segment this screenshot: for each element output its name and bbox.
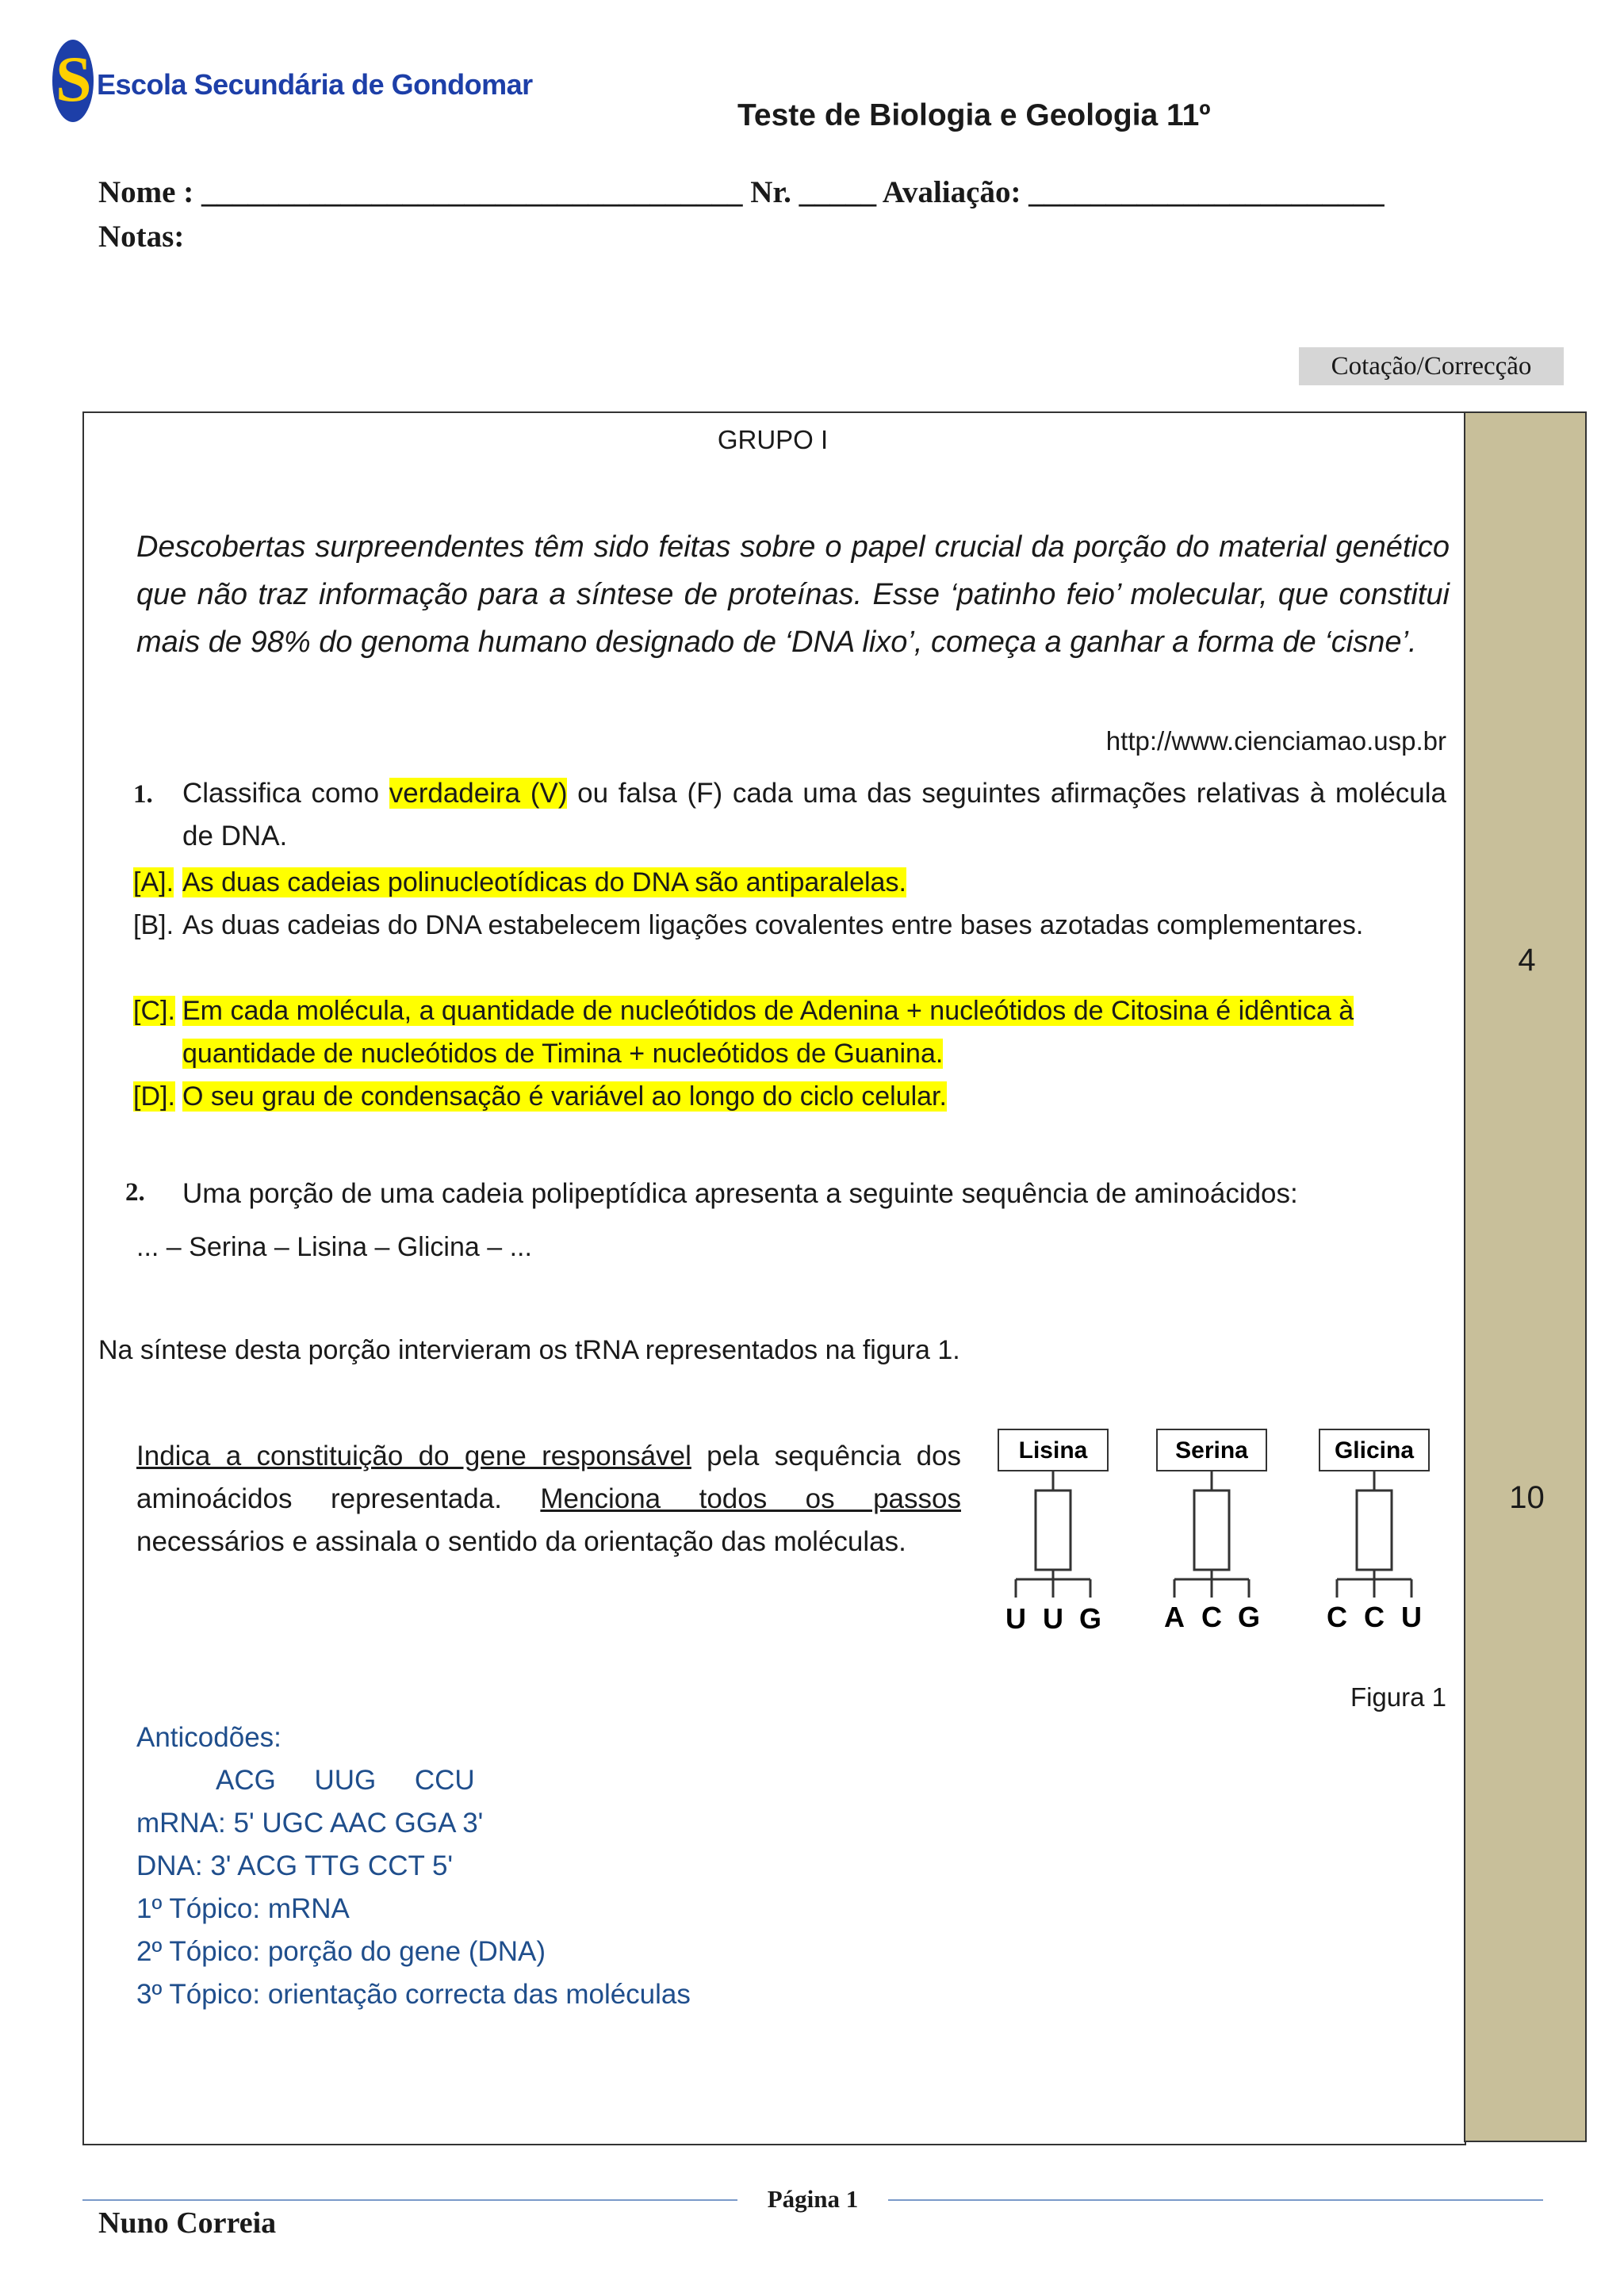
notas-label: Notas: bbox=[98, 220, 185, 254]
score-column bbox=[1464, 411, 1587, 2142]
trna-figure bbox=[996, 1427, 1440, 1636]
school-name: Escola Secundária de Gondomar bbox=[97, 68, 533, 101]
highlighted-text: verdadeira (V) bbox=[389, 778, 568, 809]
anticodon-base: U bbox=[1005, 1602, 1026, 1635]
answer-mrna: mRNA: 5' UGC AAC GGA 3' bbox=[136, 1808, 484, 1839]
question-2-text: Uma porção de uma cadeia polipeptídica apresenta a seguinte sequência de aminoácidos: bbox=[182, 1178, 1298, 1209]
answer-topic-3: 3º Tópico: orientação correcta das moléculas bbox=[136, 1979, 691, 2010]
trna-serina bbox=[1157, 1429, 1266, 1633]
anticodon-base: G bbox=[1237, 1601, 1261, 1633]
anticodon-base: U bbox=[1401, 1601, 1422, 1633]
option-label: [B]. bbox=[133, 910, 174, 940]
option-label: [A]. bbox=[133, 867, 174, 897]
score-q1: 4 bbox=[1518, 943, 1536, 978]
synthesis-text: Na síntese desta porção intervieram os tRNA representados na figura 1. bbox=[98, 1335, 960, 1365]
trna-lisina bbox=[998, 1429, 1108, 1635]
answer-topic-1: 1º Tópico: mRNA bbox=[136, 1893, 350, 1924]
student-info-line: Nome : ___________________________________ Nr. _____ Avaliação: _______________________ bbox=[98, 175, 1385, 209]
anticodon-base: U bbox=[1043, 1602, 1063, 1635]
footer-divider bbox=[888, 2199, 1543, 2201]
amino-acid-sequence: ... – Serina – Lisina – Glicina – ... bbox=[136, 1232, 532, 1262]
question-frame bbox=[82, 411, 1466, 2145]
question-text-part: Classifica como bbox=[182, 778, 389, 809]
logo-s-glyph: S bbox=[56, 43, 92, 115]
anticodon-base: C bbox=[1201, 1601, 1222, 1633]
question-number: 2. bbox=[125, 1178, 145, 1207]
trna-glicina bbox=[1320, 1429, 1429, 1633]
option-a-text: As duas cadeias polinucleotídicas do DNA são antiparalelas. bbox=[182, 867, 906, 897]
test-title: Teste de Biologia e Geologia 11º bbox=[737, 98, 1211, 132]
answer-topic-2: 2º Tópico: porção do gene (DNA) bbox=[136, 1936, 546, 1967]
anticodon-base: A bbox=[1164, 1601, 1185, 1633]
author-name: Nuno Correia bbox=[98, 2206, 277, 2240]
answer-anticodons-label: Anticodões: bbox=[136, 1722, 282, 1753]
option-d-text: O seu grau de condensação é variável ao longo do ciclo celular. bbox=[182, 1081, 947, 1112]
option-b-text: As duas cadeias do DNA estabelecem ligações covalentes entre bases azotadas complementares. bbox=[182, 910, 1364, 940]
page-number: Página 1 bbox=[767, 2185, 859, 2213]
answer-dna: DNA: 3' ACG TTG CCT 5' bbox=[136, 1850, 454, 1881]
amino-acid-label: Lisina bbox=[1018, 1437, 1088, 1464]
amino-acid-label: Glicina bbox=[1334, 1437, 1415, 1464]
question-1-text bbox=[182, 772, 1446, 858]
source-url: http://www.cienciamao.usp.br bbox=[1105, 726, 1446, 756]
question-text-part: ou falsa (F) cada uma das seguintes afirmações relativas à molécula de DNA. bbox=[182, 778, 1446, 851]
question-number: 1. bbox=[133, 780, 153, 809]
amino-acid-label: Serina bbox=[1175, 1437, 1248, 1464]
anticodon-base: C bbox=[1364, 1601, 1385, 1633]
option-c-text: Em cada molécula, a quantidade de nucleótidos de Adenina + nucleótidos de Citosina é idêntica à quantidade de nucleótidos de Timina + nucleótidos de Guanina. bbox=[182, 996, 1354, 1069]
group-title: GRUPO I bbox=[717, 425, 829, 454]
school-logo bbox=[52, 40, 533, 128]
option-label: [C]. bbox=[133, 996, 175, 1026]
score-q2: 10 bbox=[1509, 1480, 1545, 1515]
option-label: [D]. bbox=[133, 1081, 175, 1112]
anticodon-base: C bbox=[1327, 1601, 1347, 1633]
footer-divider bbox=[82, 2199, 737, 2201]
cotacao-label: Cotação/Correcção bbox=[1299, 347, 1564, 385]
answer-anticodons: ACG UUG CCU bbox=[216, 1765, 475, 1796]
question-2-instruction: Indica a constituição do gene responsável pela sequência dos aminoácidos representada. Menciona todos os passos necessários e assinala o sentido da orientação das moléculas. bbox=[136, 1441, 961, 1557]
anticodon-base: G bbox=[1078, 1602, 1102, 1635]
intro-paragraph: Descobertas surpreendentes têm sido feitas sobre o papel crucial da porção do material genético que não traz informação para a síntese de proteínas. Esse ‘patinho feio’ molecular, que constitui mais de 98% do genoma humano designado de ‘DNA lixo’, começa a ganhar a forma de ‘cisne’. bbox=[136, 530, 1450, 659]
figure-caption: Figura 1 bbox=[1350, 1682, 1446, 1712]
